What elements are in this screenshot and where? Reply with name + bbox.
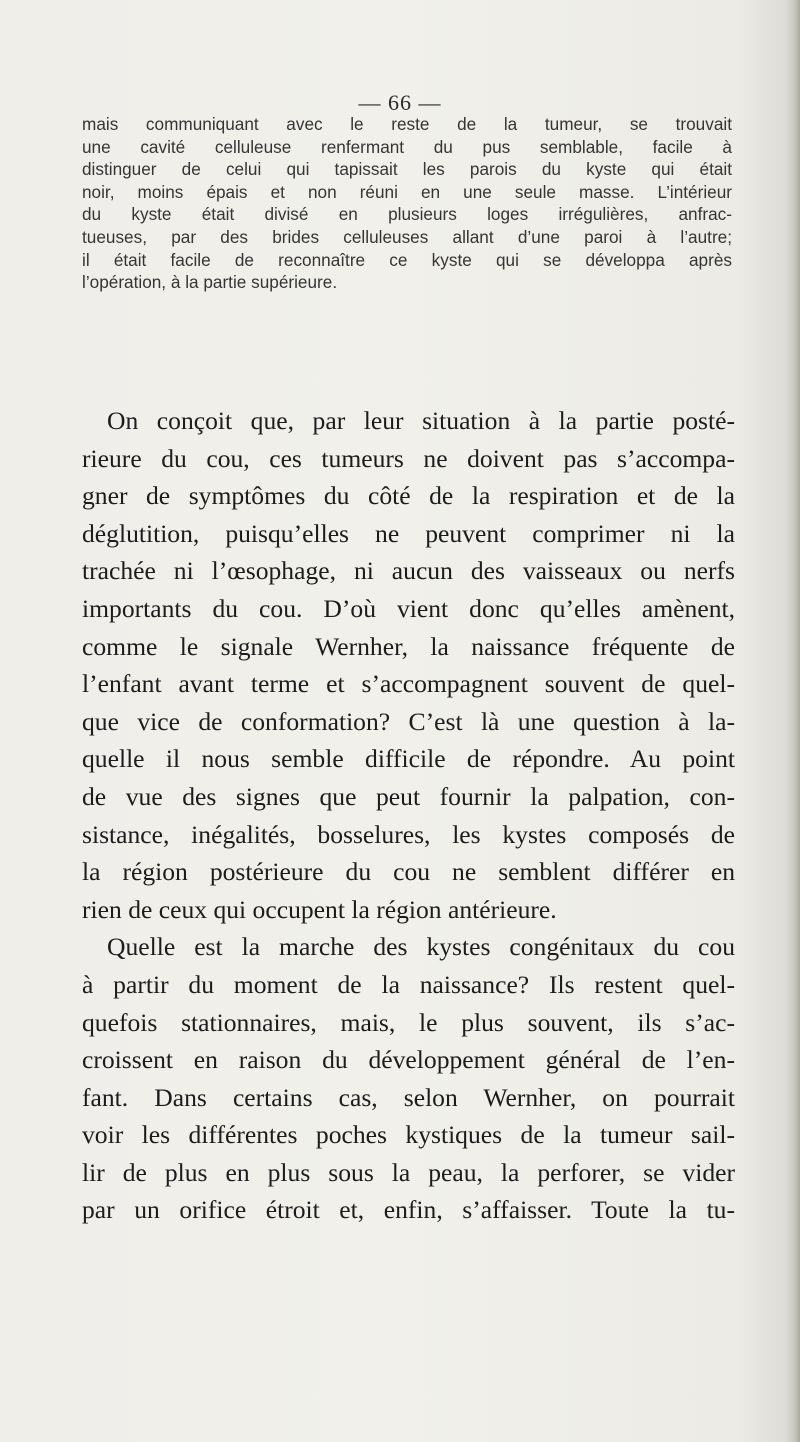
text-line: croissent en raison du développement général de l’en- bbox=[82, 1045, 735, 1075]
paragraph bbox=[82, 928, 735, 1229]
text-line: noir, moins épais et non réuni en une seule masse. L’intérieur bbox=[82, 181, 732, 202]
text-line: sistance, inégalités, bosselures, les kystes composés de bbox=[82, 819, 735, 849]
text-line: une cavité celluleuse renfermant du pus semblable, facile à bbox=[82, 136, 732, 157]
text-line: comme le signale Wernher, la naissance fréquente de bbox=[82, 631, 735, 661]
page-number: — 66 — bbox=[358, 90, 442, 115]
text-line: à partir du moment de la naissance? Ils restent quel- bbox=[82, 969, 735, 999]
text-line: importants du cou. D’où vient donc qu’elles amènent, bbox=[82, 593, 735, 623]
text-line: de vue des signes que peut fournir la palpation, con- bbox=[82, 781, 735, 811]
text-line: il était facile de reconnaître ce kyste qui se développa après bbox=[82, 249, 732, 270]
text-line: quefois stationnaires, mais, le plus souvent, ils s’ac- bbox=[82, 1007, 735, 1037]
text-line: rieure du cou, ces tumeurs ne doivent pas s’accompa- bbox=[82, 443, 735, 473]
text-line: Quelle est la marche des kystes congénitaux du cou bbox=[107, 932, 735, 962]
text-line: du kyste était divisé en plusieurs loges irrégulières, anfrac- bbox=[82, 204, 732, 225]
text-line: tueuses, par des brides celluleuses allant d’une paroi à l’autre; bbox=[82, 226, 732, 247]
text-line: fant. Dans certains cas, selon Wernher, on pourrait bbox=[82, 1082, 735, 1112]
page-edge-shadow bbox=[786, 0, 800, 1442]
text-line: rien de ceux qui occupent la région antérieure. bbox=[82, 894, 557, 924]
text-line: mais communiquant avec le reste de la tumeur, se trouvait bbox=[82, 114, 732, 134]
text-line: l’enfant avant terme et s’accompagnent souvent de quel- bbox=[82, 669, 735, 699]
text-line: quelle il nous semble difficile de répondre. Au point bbox=[82, 744, 735, 774]
paragraph bbox=[82, 402, 735, 928]
text-line: la région postérieure du cou ne semblent différer en bbox=[82, 857, 735, 887]
text-line: par un orifice étroit et, enfin, s’affaisser. Toute la tu- bbox=[82, 1195, 735, 1225]
text-line: déglutition, puisqu’elles ne peuvent comprimer ni la bbox=[82, 518, 735, 548]
text-line: lir de plus en plus sous la peau, la perforer, se vider bbox=[82, 1157, 735, 1187]
text-line: distinguer de celui qui tapissait les parois du kyste qui était bbox=[82, 159, 732, 180]
text-line: trachée ni l’œsophage, ni aucun des vaisseaux ou nerfs bbox=[82, 556, 735, 586]
text-line: que vice de conformation? C’est là une question à la- bbox=[82, 706, 735, 736]
text-line: l’opération, à la partie supérieure. bbox=[82, 272, 338, 293]
text-line: On conçoit que, par leur situation à la partie posté- bbox=[107, 406, 735, 435]
main-text bbox=[82, 402, 735, 1229]
text-line: voir les différentes poches kystiques de la tumeur sail- bbox=[82, 1120, 735, 1150]
text-line: gner de symptômes du côté de la respiration et de la bbox=[82, 481, 735, 511]
quoted-paragraph bbox=[82, 113, 732, 294]
